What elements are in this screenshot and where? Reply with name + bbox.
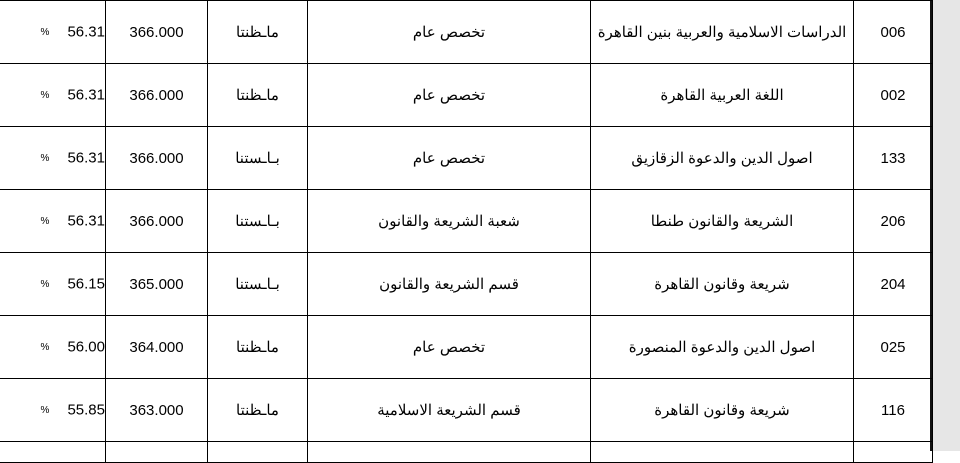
code-cell: 002 <box>854 64 933 127</box>
score-cell: 366.000 <box>106 1 208 64</box>
specialization-cell: تخصص عام <box>308 64 591 127</box>
percent-cell <box>0 379 106 442</box>
viewer-background <box>933 0 960 451</box>
college-cell: شريعة وقانون القاهرة <box>591 253 854 316</box>
empty-cell <box>591 442 854 463</box>
college-cell: شريعة وقانون القاهرة <box>591 379 854 442</box>
percent-value: 56.31 <box>67 149 105 167</box>
percent-cell <box>0 253 106 316</box>
code-cell: 206 <box>854 190 933 253</box>
specialization-cell: قسم الشريعة الاسلامية <box>308 379 591 442</box>
percent-sign: % <box>40 152 50 164</box>
table-row <box>0 127 933 190</box>
percent-cell <box>0 64 106 127</box>
college-cell: اصول الدين والدعوة الزقازيق <box>591 127 854 190</box>
gender-cell: بـاـستنا <box>208 253 308 316</box>
percent-cell <box>0 316 106 379</box>
percent-cell <box>0 1 106 64</box>
gender-cell: بـاـستنا <box>208 190 308 253</box>
gender-cell: ماـظنتا <box>208 1 308 64</box>
code-cell: 133 <box>854 127 933 190</box>
college-cell: الشريعة والقانون طنطا <box>591 190 854 253</box>
table-row <box>0 64 933 127</box>
score-cell: 365.000 <box>106 253 208 316</box>
table-row <box>0 1 933 64</box>
percent-sign: % <box>40 404 50 416</box>
percent-cell <box>0 190 106 253</box>
specialization-cell: شعبة الشريعة والقانون <box>308 190 591 253</box>
percent-sign: % <box>40 26 50 38</box>
score-cell: 366.000 <box>106 190 208 253</box>
percent-value: 56.31 <box>67 23 105 41</box>
table-row <box>0 253 933 316</box>
code-cell: 204 <box>854 253 933 316</box>
gender-cell: ماـظنتا <box>208 64 308 127</box>
table-row-partial <box>0 442 933 463</box>
specialization-cell: تخصص عام <box>308 316 591 379</box>
percent-value: 56.00 <box>67 338 105 356</box>
empty-cell <box>854 442 933 463</box>
score-cell: 366.000 <box>106 64 208 127</box>
percent-value: 56.31 <box>67 86 105 104</box>
gender-cell: ماـظنتا <box>208 316 308 379</box>
table-row <box>0 316 933 379</box>
percent-cell <box>0 127 106 190</box>
empty-cell <box>106 442 208 463</box>
percent-sign: % <box>40 215 50 227</box>
gender-cell: بـاـستنا <box>208 127 308 190</box>
gender-cell: ماـظنتا <box>208 379 308 442</box>
empty-cell <box>208 442 308 463</box>
code-cell: 006 <box>854 1 933 64</box>
percent-sign: % <box>40 278 50 290</box>
percent-value: 56.15 <box>67 275 105 293</box>
code-cell: 116 <box>854 379 933 442</box>
college-cell: اللغة العربية القاهرة <box>591 64 854 127</box>
results-table-body <box>0 1 933 463</box>
percent-value: 55.85 <box>67 401 105 419</box>
table-row <box>0 379 933 442</box>
score-cell: 366.000 <box>106 127 208 190</box>
specialization-cell: قسم الشريعة والقانون <box>308 253 591 316</box>
percent-value: 56.31 <box>67 212 105 230</box>
table-row <box>0 190 933 253</box>
empty-cell <box>0 442 106 463</box>
specialization-cell: تخصص عام <box>308 1 591 64</box>
specialization-cell: تخصص عام <box>308 127 591 190</box>
college-cell: الدراسات الاسلامية والعربية بنين القاهرة <box>591 1 854 64</box>
percent-sign: % <box>40 89 50 101</box>
score-cell: 364.000 <box>106 316 208 379</box>
code-cell: 025 <box>854 316 933 379</box>
score-cell: 363.000 <box>106 379 208 442</box>
empty-cell <box>308 442 591 463</box>
percent-sign: % <box>40 341 50 353</box>
college-cell: اصول الدين والدعوة المنصورة <box>591 316 854 379</box>
